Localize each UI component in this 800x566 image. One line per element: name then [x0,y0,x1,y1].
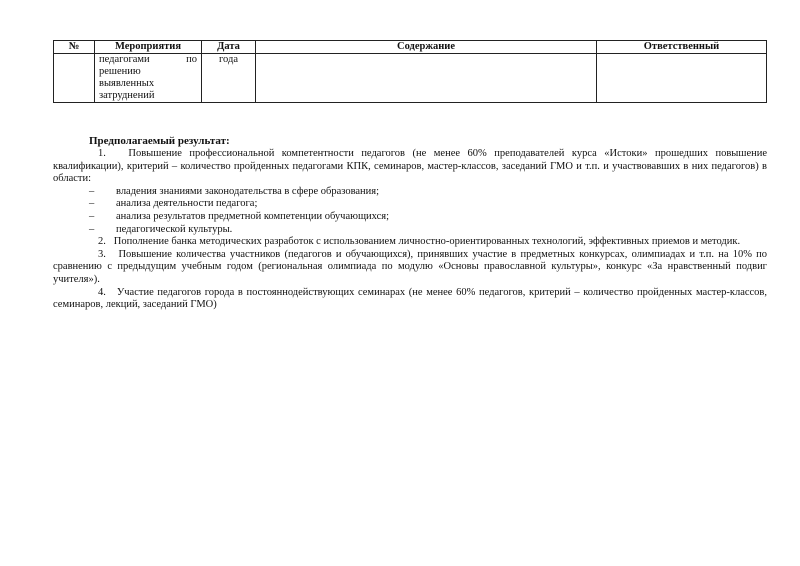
result-item-2 [53,236,767,249]
list-item-text: педагогической культуры. [116,223,233,235]
expected-result-section [53,135,767,312]
list-item-text: владения знаниями законодательства в сфере образования; [116,185,380,197]
item-number: 3. [98,248,106,260]
header-content: Содержание [256,41,597,54]
list-item-text: анализа результатов предметной компетенции обучающихся; [116,210,390,222]
table-header-row [54,41,767,54]
cell-number [54,54,95,103]
header-number: № [54,41,95,54]
dash-bullet: – [89,223,95,235]
list-item [53,211,767,224]
list-item [53,224,767,237]
plan-table [53,40,767,103]
header-responsible: Ответственный [597,41,767,54]
list-item-text: анализа деятельности педагога; [116,198,258,210]
list-item [53,186,767,199]
competence-areas-list [53,186,767,236]
result-item-4 [53,287,767,312]
header-date: Дата [202,41,256,54]
item-number: 4. [98,286,106,298]
item-number: 2. [98,236,106,248]
list-item [53,198,767,211]
dash-bullet: – [89,198,95,210]
item-text: Повышение количества участников (педагогов и обучающихся), принявших участие в предметных конкурсах, олимпиадах и т.п. на 10% по сравнению с предыдущим учебным годом (региональная олимпиада по модулю «Основы православной культуры», конкурс «За нравственный подвиг учителя»). [53,248,768,285]
dash-bullet: – [89,210,95,222]
cell-date: года [202,54,256,103]
cell-content [256,54,597,103]
table-row [54,54,767,103]
cell-event: педагогами по решению выявленных затруднений [95,54,202,103]
cell-responsible [597,54,767,103]
header-events: Мероприятия [95,41,202,54]
section-title: Предполагаемый результат: [89,135,230,147]
item-text: Участие педагогов города в постояннодействующих семинарах (не менее 60% педагогов, критерий – количество пройденных мастер-классов, семинаров, лекций, заседаний ГМО) [53,286,768,311]
item-text: Пополнение банка методических разработок с использованием личностно-ориентированных технологий, эффективных приемов и методик. [113,236,741,248]
dash-bullet: – [89,185,95,197]
result-item-3 [53,249,767,287]
item-text: Повышение профессиональной компетентности педагогов (не менее 60% преподавателей курса «Истоки» прошедших повышение квалификации), критерий – количество пройденных педагогами КПК, семинаров, мастер-классов, заседаний ГМО и т.п. и участвовавших в них педагогов) в области: [53,148,767,185]
result-item-1 [53,148,767,186]
item-number: 1. [98,148,106,159]
